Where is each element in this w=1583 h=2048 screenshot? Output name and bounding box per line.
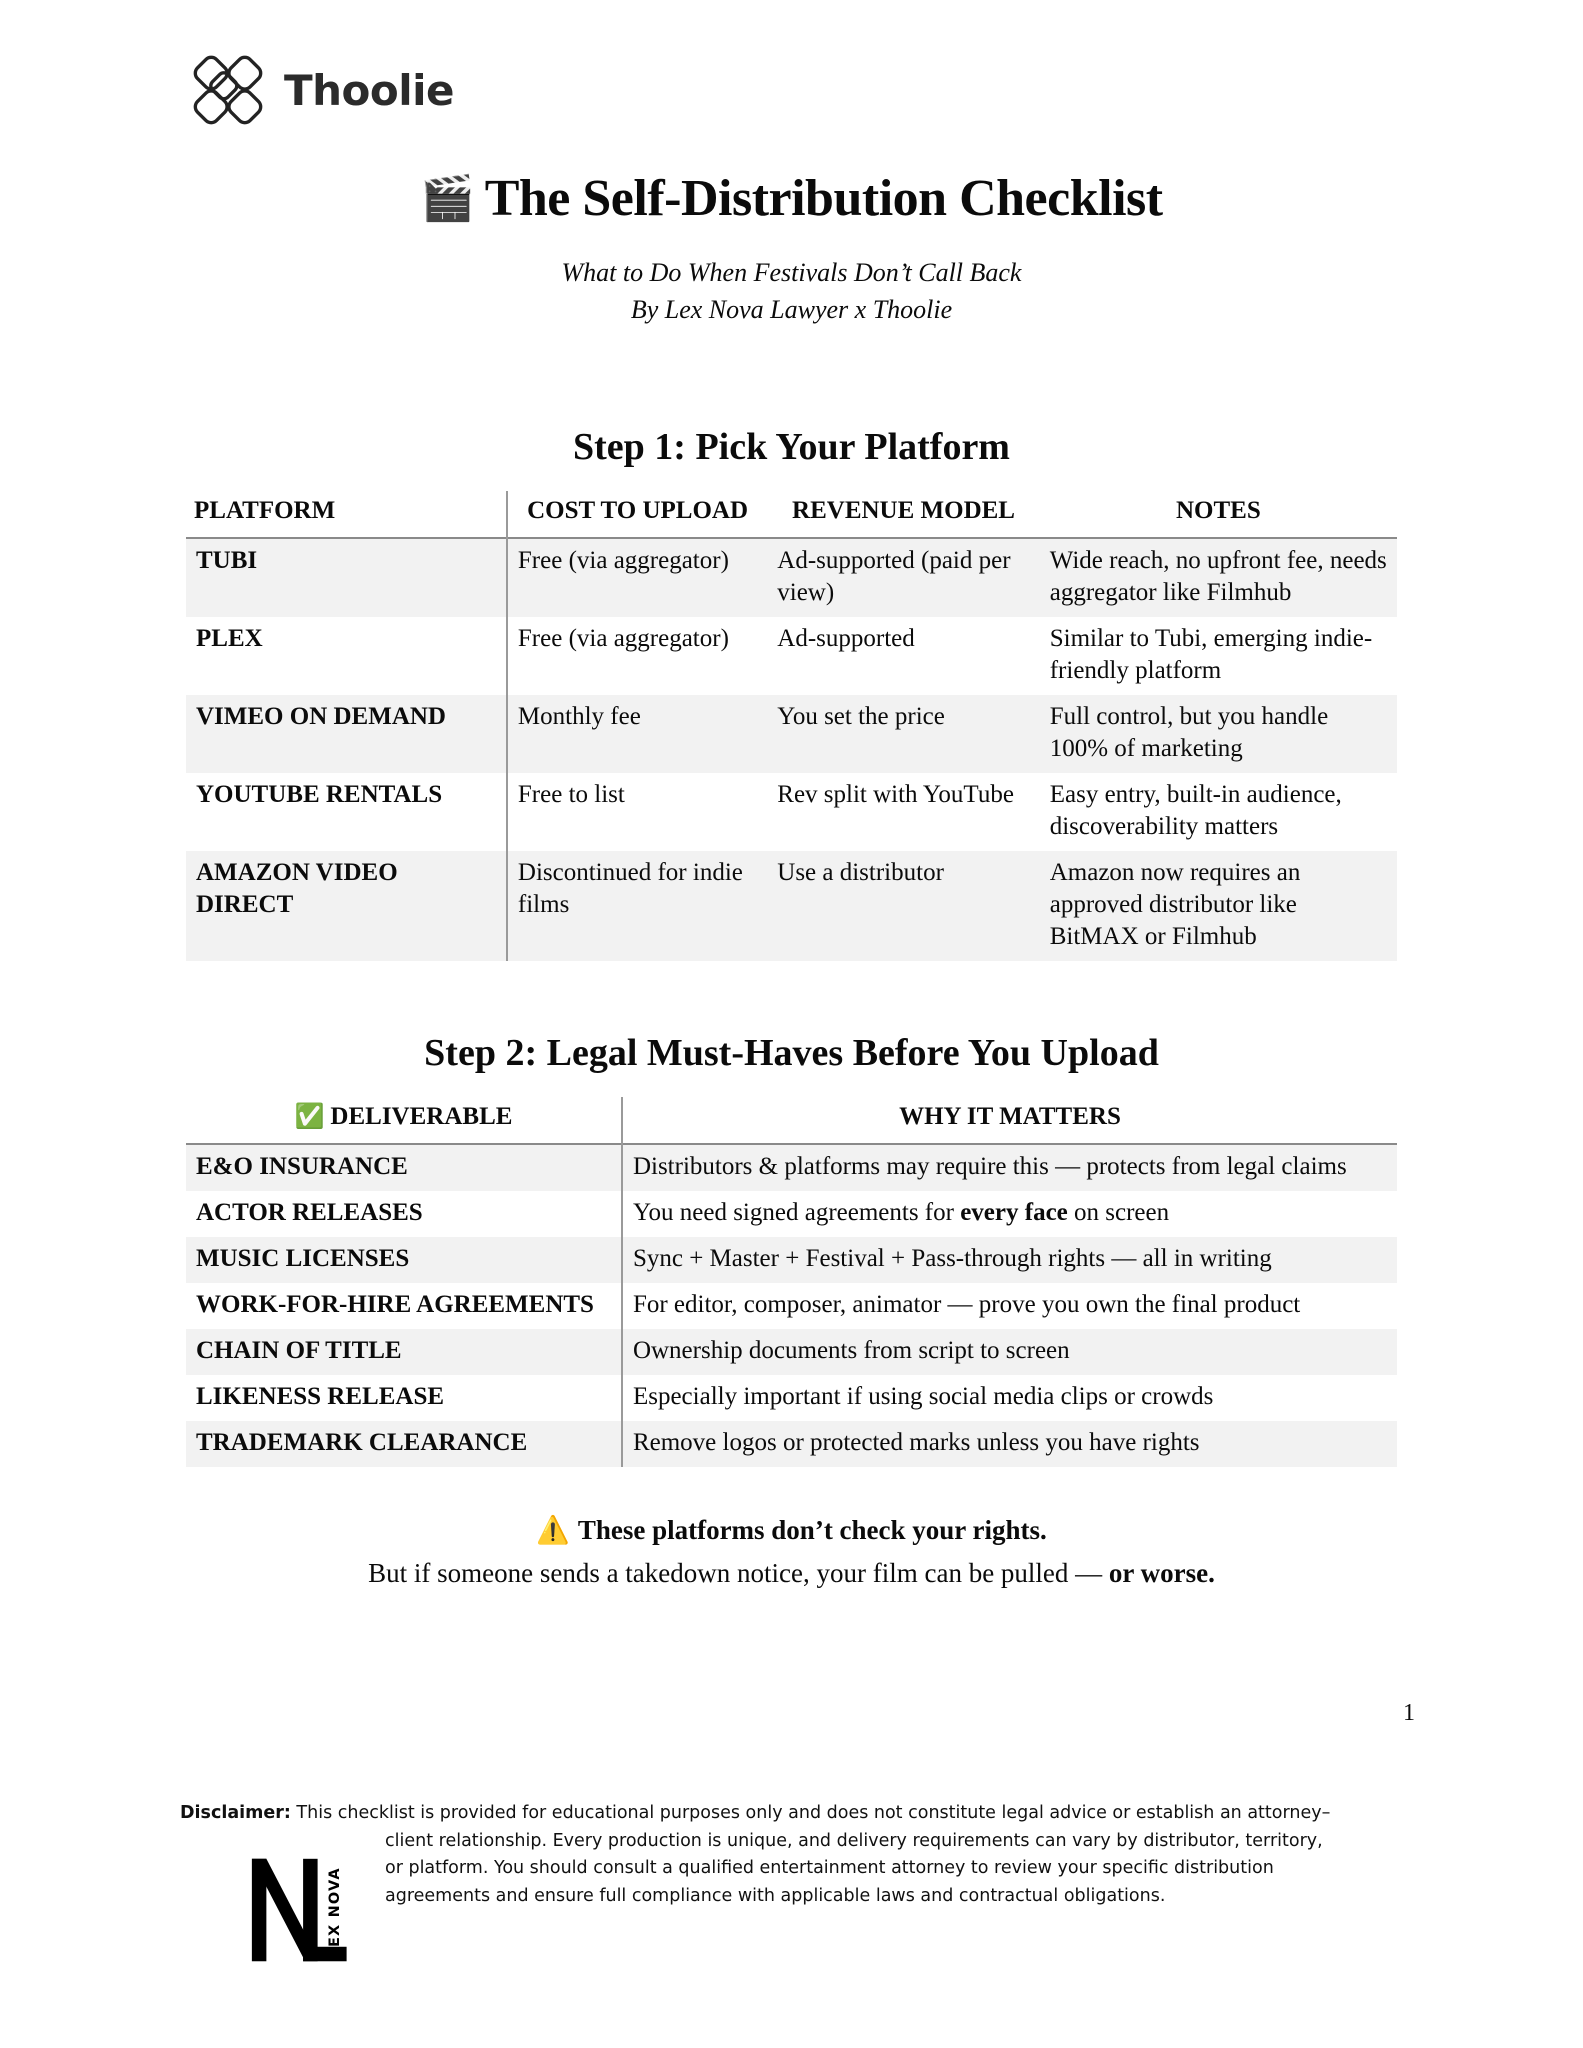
- table-row: [186, 1375, 1397, 1421]
- table-header-row: [186, 1097, 1397, 1144]
- column-header-deliverable: [186, 1097, 622, 1144]
- clapperboard-icon: 🎬: [420, 174, 475, 223]
- cell-why: [622, 1144, 1397, 1191]
- table-row: [186, 1191, 1397, 1237]
- cell-deliverable: WORK-FOR-HIRE AGREEMENTS: [196, 1291, 594, 1318]
- step-2-heading: Step 2: Legal Must-Haves Before You Upload: [424, 1032, 1159, 1074]
- column-header-platform: PLATFORM: [194, 497, 336, 524]
- step-2-table-wrap: [0, 1075, 1583, 1467]
- cell-platform: AMAZON VIDEO DIRECT: [196, 859, 398, 918]
- deliverables-table-head: [186, 1097, 1397, 1144]
- disclaimer-line-3: or platform. You should consult a qualified entertainment attorney to review your specific distribution: [385, 1858, 1274, 1879]
- warning-block: [0, 1467, 1583, 1593]
- table-row: [186, 851, 1397, 961]
- cell-why: [622, 1421, 1397, 1467]
- why-text-post: on screen: [1067, 1199, 1170, 1226]
- cell-why: [622, 1237, 1397, 1283]
- why-text-pre: Ownership documents from script to screen: [632, 1337, 1070, 1364]
- warning-line-2: [0, 1550, 1583, 1593]
- column-header-notes: NOTES: [1175, 497, 1261, 524]
- table-row: [186, 1144, 1397, 1191]
- cell-revenue: You set the price: [777, 703, 945, 730]
- column-header-why-it-matters: WHY IT MATTERS: [622, 1097, 1397, 1144]
- cell-platform: VIMEO ON DEMAND: [196, 703, 446, 730]
- cell-notes: Amazon now requires an approved distributor like BitMAX or Filmhub: [1049, 859, 1301, 950]
- step-1-heading: Step 1: Pick Your Platform: [573, 426, 1010, 468]
- column-header-deliverable-label: DELIVERABLE: [330, 1103, 513, 1130]
- cell-cost: Discontinued for indie films: [507, 851, 767, 961]
- table-row: [186, 1283, 1397, 1329]
- cell-platform: YOUTUBE RENTALS: [196, 781, 443, 808]
- cell-why: [622, 1283, 1397, 1329]
- platform-table-head: [186, 491, 1397, 538]
- table-row: [186, 538, 1397, 617]
- cell-revenue: Ad-supported: [777, 625, 915, 652]
- subtitle-line-2: By Lex Nova Lawyer x Thoolie: [630, 295, 953, 325]
- cell-why: [622, 1329, 1397, 1375]
- cell-revenue: Ad-supported (paid per view): [777, 547, 1011, 606]
- subtitle: [0, 227, 1583, 329]
- disclaimer-footer: [0, 1800, 1583, 1911]
- cell-why: [622, 1191, 1397, 1237]
- svg-text:LEX NOVA: LEX NOVA: [326, 1867, 343, 1958]
- cell-notes: Easy entry, built-in audience, discoverability matters: [1049, 781, 1342, 840]
- cell-revenue: Use a distributor: [777, 859, 944, 886]
- brand-name: Thoolie: [284, 65, 455, 115]
- cell-revenue: Rev split with YouTube: [777, 781, 1014, 808]
- why-text-pre: Remove logos or protected marks unless you have rights: [632, 1429, 1200, 1456]
- cell-cost: Monthly fee: [507, 695, 767, 773]
- check-mark-icon: ✅: [294, 1104, 325, 1130]
- why-text-bold: every face: [960, 1199, 1068, 1226]
- disclaimer-line-1: [180, 1800, 1413, 1828]
- warning-line-1-text: These platforms don’t check your rights.: [577, 1515, 1047, 1545]
- table-row: [186, 1329, 1397, 1375]
- disclaimer-line-2: client relationship. Every production is unique, and delivery requirements can vary by distributor, territory,: [385, 1830, 1323, 1851]
- table-row: [186, 1421, 1397, 1467]
- cell-deliverable: LIKENESS RELEASE: [196, 1383, 445, 1410]
- page-title-text: The Self-Distribution Checklist: [484, 170, 1163, 227]
- step-1-table-wrap: [0, 469, 1583, 961]
- why-text-pre: You need signed agreements for: [632, 1199, 961, 1226]
- deliverables-table: [186, 1097, 1397, 1467]
- why-text-pre: Distributors & platforms may require this — protects from legal claims: [632, 1153, 1347, 1180]
- cell-deliverable: CHAIN OF TITLE: [196, 1337, 402, 1364]
- cell-notes: Similar to Tubi, emerging indie-friendly platform: [1049, 625, 1373, 684]
- why-text-pre: For editor, composer, animator — prove you own the final product: [632, 1291, 1301, 1318]
- disclaimer-label: Disclaimer:: [180, 1803, 291, 1823]
- warning-icon: ⚠️: [536, 1515, 570, 1545]
- warning-line-2-bold: or worse.: [1108, 1558, 1215, 1589]
- deliverables-table-body: [186, 1144, 1397, 1467]
- subtitle-line-1: What to Do When Festivals Don’t Call Back: [561, 258, 1022, 288]
- disclaimer-line-4: agreements and ensure full compliance with applicable laws and contractual obligations.: [385, 1885, 1166, 1906]
- cell-deliverable: TRADEMARK CLEARANCE: [196, 1429, 528, 1456]
- cell-deliverable: ACTOR RELEASES: [196, 1199, 423, 1226]
- thoolie-pinwheel-logo-icon: [186, 48, 270, 132]
- table-header-row: [186, 491, 1397, 538]
- platform-table-body: [186, 538, 1397, 961]
- platform-table: [186, 491, 1397, 961]
- lex-nova-monogram-icon: [248, 1852, 364, 1970]
- table-row: [186, 617, 1397, 695]
- warning-line-2-text: But if someone sends a takedown notice, your film can be pulled —: [368, 1558, 1109, 1589]
- cell-platform: PLEX: [196, 625, 263, 652]
- why-text-pre: Especially important if using social media clips or crowds: [632, 1383, 1214, 1410]
- table-row: [186, 1237, 1397, 1283]
- cell-cost: Free to list: [507, 773, 767, 851]
- cell-deliverable: E&O INSURANCE: [196, 1153, 408, 1180]
- cell-deliverable: MUSIC LICENSES: [196, 1245, 410, 1272]
- brand-header: [186, 48, 454, 132]
- column-header-cost: COST TO UPLOAD: [507, 491, 767, 538]
- page-number: 1: [1403, 1700, 1415, 1726]
- cell-notes: Full control, but you handle 100% of marketing: [1049, 703, 1329, 762]
- cell-platform: TUBI: [196, 547, 258, 574]
- cell-notes: Wide reach, no upfront fee, needs aggregator like Filmhub: [1049, 547, 1387, 606]
- why-text-pre: Sync + Master + Festival + Pass-through rights — all in writing: [632, 1245, 1272, 1272]
- table-row: [186, 773, 1397, 851]
- cell-cost: Free (via aggregator): [507, 538, 767, 617]
- warning-line-1: [0, 1511, 1583, 1550]
- cell-cost: Free (via aggregator): [507, 617, 767, 695]
- disclaimer-line-1-text: This checklist is provided for educational purposes only and does not constitute legal advice or establish an attorney–: [290, 1803, 1331, 1823]
- column-header-revenue: REVENUE MODEL: [792, 497, 1015, 524]
- cell-why: [622, 1375, 1397, 1421]
- disclaimer-body: [180, 1828, 1413, 1911]
- table-row: [186, 695, 1397, 773]
